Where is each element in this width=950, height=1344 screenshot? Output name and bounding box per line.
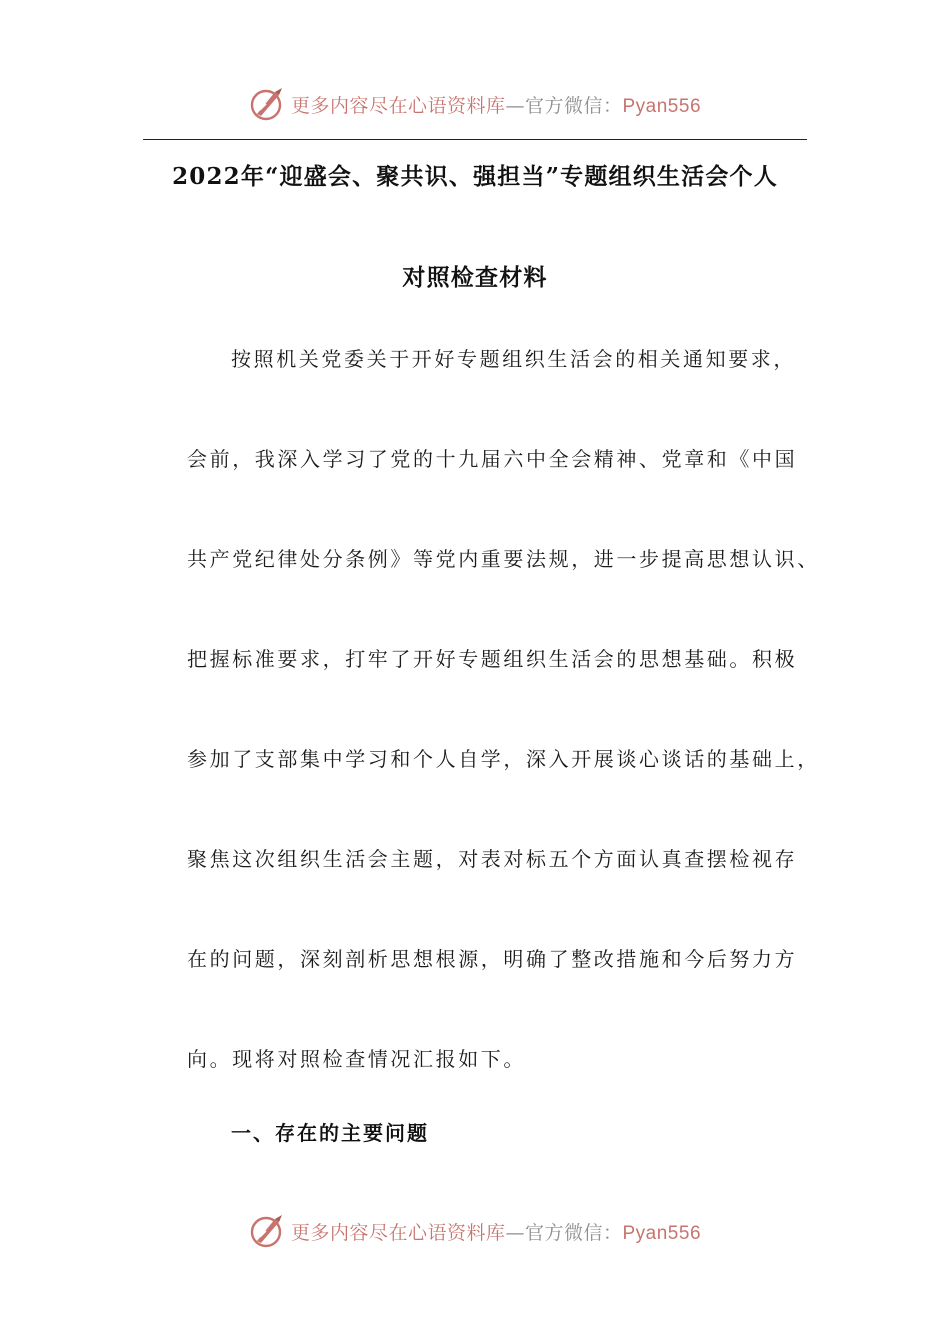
quill-pen-logo-icon	[249, 1213, 285, 1249]
paragraph-line: 聚焦这次组织生活会主题，对表对标五个方面认真查摆检视存	[187, 847, 798, 871]
paragraph-line: 会前，我深入学习了党的十九届六中全会精神、党章和《中国	[187, 447, 798, 471]
document-title-line-2: 对照检查材料	[402, 264, 548, 291]
paragraph-line: 在的问题，深刻剖析思想根源，明确了整改措施和今后努力方	[187, 947, 798, 971]
document-title-line-1: 2022年“迎盛会、聚共识、强担当”专题组织生活会个人	[172, 163, 778, 190]
paragraph-line: 参加了支部集中学习和个人自学，深入开展谈心谈话的基础上，	[187, 747, 820, 771]
paragraph-line: 向。现将对照检查情况汇报如下。	[187, 1047, 526, 1071]
paragraph-line: 共产党纪律处分条例》等党内重要法规，进一步提高思想认识、	[187, 547, 820, 571]
header-watermark	[0, 82, 950, 126]
quill-pen-logo-icon	[249, 86, 285, 122]
header-divider	[143, 139, 807, 140]
watermark-text: 更多内容尽在心语资料库—官方微信：Pyan556	[290, 94, 702, 117]
section-heading: 一、存在的主要问题	[231, 1121, 429, 1145]
watermark-text: 更多内容尽在心语资料库—官方微信：Pyan556	[290, 1221, 702, 1244]
paragraph-line: 把握标准要求，打牢了开好专题组织生活会的思想基础。积极	[187, 647, 798, 671]
paragraph-line: 按照机关党委关于开好专题组织生活会的相关通知要求，	[231, 347, 796, 371]
footer-watermark	[0, 1209, 950, 1253]
